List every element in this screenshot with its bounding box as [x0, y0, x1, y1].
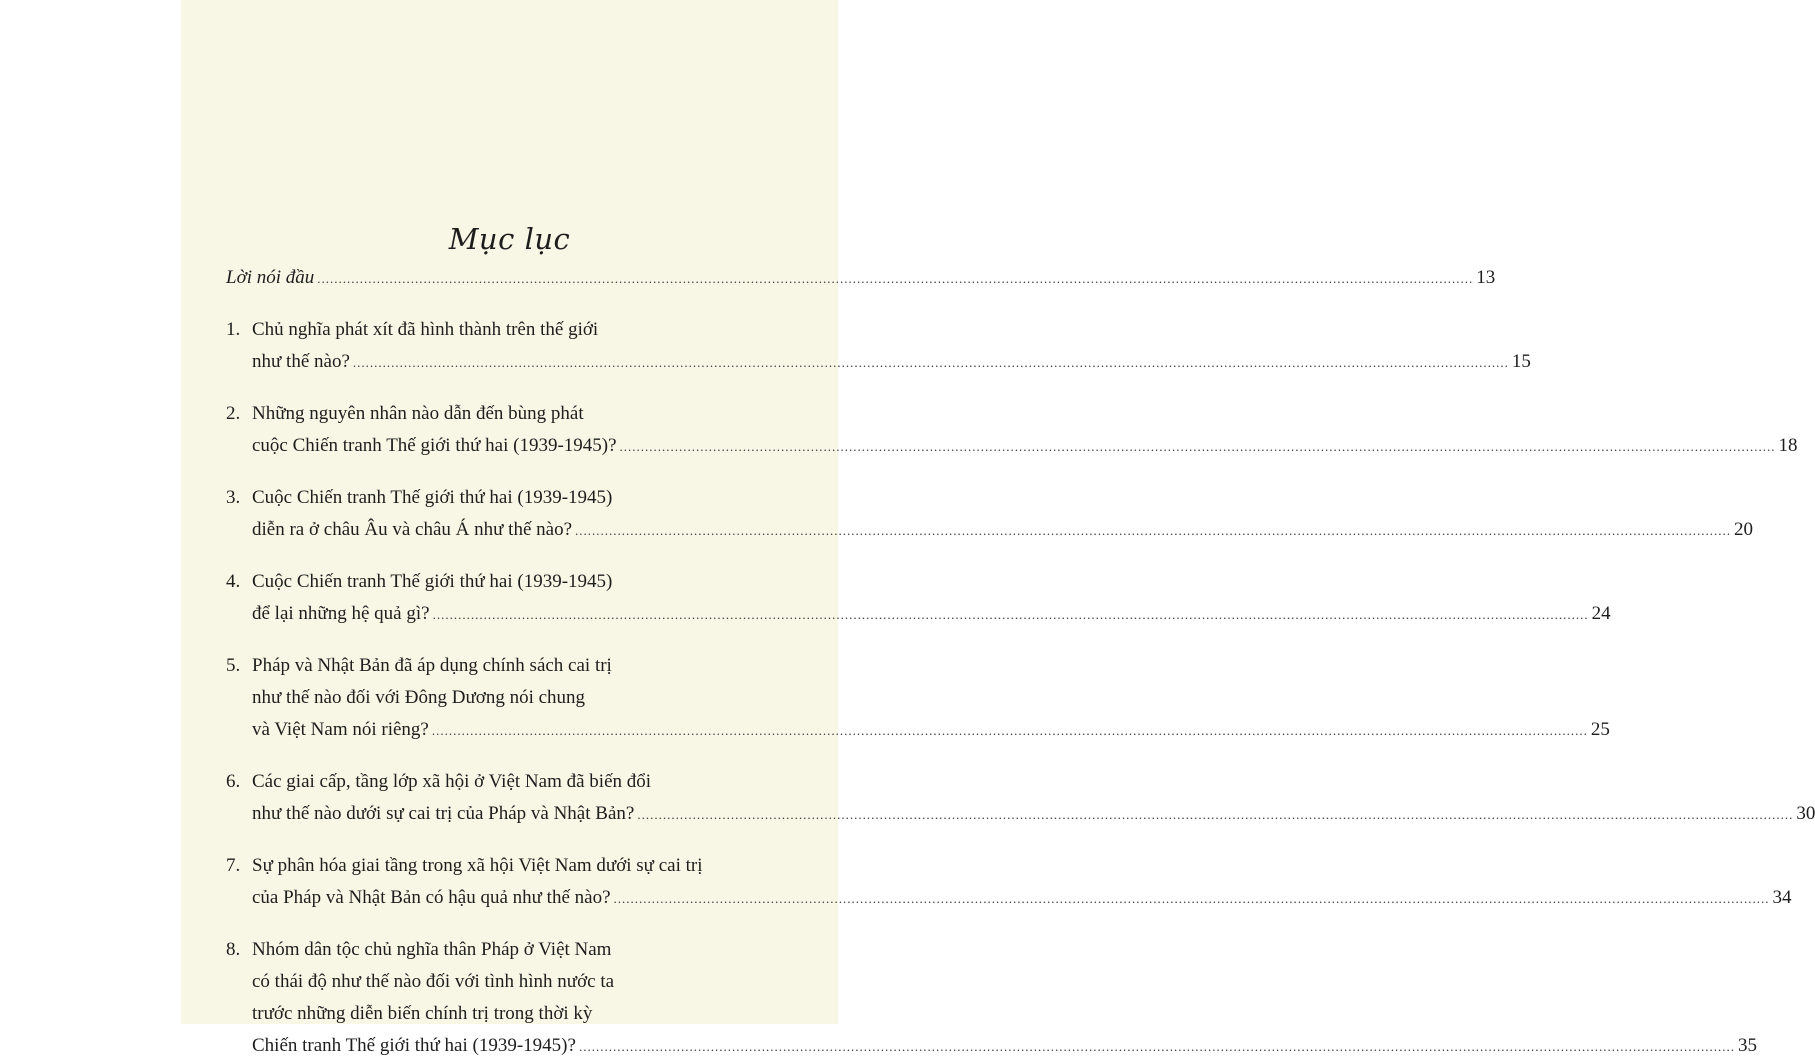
- toc-entry-text: có thái độ như thế nào đối với tình hình nước ta: [252, 971, 615, 992]
- toc-page-number: 30: [1796, 803, 1815, 824]
- toc-entry-number: 1.: [226, 319, 241, 340]
- toc-entry-number: 7.: [226, 855, 241, 876]
- toc-page-number: 15: [1511, 351, 1531, 372]
- toc-entry-text: Chiến tranh Thế giới thứ hai (1939-1945)?: [252, 1035, 576, 1056]
- toc-entry-text: Sự phân hóa giai tầng trong xã hội Việt Nam dưới sự cai trị: [252, 855, 703, 876]
- book-page: [181, 0, 1815, 1056]
- toc-entry-text: Nhóm dân tộc chủ nghĩa thân Pháp ở Việt Nam: [252, 939, 612, 960]
- toc-entry: [226, 650, 1610, 746]
- dot-leader: [620, 431, 1776, 463]
- toc-entry-number: 8.: [226, 939, 241, 960]
- table-of-contents: [226, 262, 1815, 1062]
- toc-entry-text: cuộc Chiến tranh Thế giới thứ hai (1939-1945)?: [252, 435, 617, 456]
- toc-entry-text: Các giai cấp, tầng lớp xã hội ở Việt Nam đã biến đổi: [252, 771, 652, 792]
- dot-leader: [432, 715, 1588, 747]
- toc-entry-text: Pháp và Nhật Bản đã áp dụng chính sách cai trị: [252, 655, 612, 676]
- toc-entry-number: 5.: [226, 655, 241, 676]
- dot-leader: [353, 347, 1509, 379]
- toc-entry-text: Cuộc Chiến tranh Thế giới thứ hai (1939-1945): [252, 571, 613, 592]
- toc-page-number: 18: [1778, 435, 1798, 456]
- toc-page-number: 25: [1590, 719, 1610, 740]
- dot-leader: [317, 263, 1473, 295]
- dot-leader: [614, 883, 1770, 915]
- toc-entry-text: và Việt Nam nói riêng?: [252, 719, 429, 740]
- toc-entry: [226, 482, 1754, 546]
- toc-entry-number: 2.: [226, 403, 241, 424]
- toc-entry-text: để lại những hệ quả gì?: [252, 603, 430, 624]
- toc-page-number: 24: [1591, 603, 1611, 624]
- toc-page-number: 34: [1772, 887, 1792, 908]
- toc-page-number: 20: [1734, 519, 1754, 540]
- toc-entry: [226, 850, 1792, 914]
- toc-entry: [226, 566, 1611, 630]
- toc-entry-text: trước những diễn biến chính trị trong thời kỳ: [252, 1003, 593, 1024]
- dot-leader: [575, 515, 1731, 547]
- toc-entry: [226, 314, 1531, 378]
- toc-entry-text: của Pháp và Nhật Bản có hậu quả như thế nào?: [252, 887, 611, 908]
- toc-entry-text: như thế nào đối với Đông Dương nói chung: [252, 687, 586, 708]
- toc-entry-text: như thế nào dưới sự cai trị của Pháp và Nhật Bản?: [252, 803, 635, 824]
- toc-entry-number: 3.: [226, 487, 241, 508]
- toc-page-number: 35: [1737, 1035, 1757, 1056]
- toc-entry: [226, 262, 1496, 294]
- page-title: Mục lục: [448, 222, 571, 256]
- toc-entry: [226, 934, 1757, 1062]
- toc-entry-text: Cuộc Chiến tranh Thế giới thứ hai (1939-1945): [252, 487, 613, 508]
- toc-entry-text: Lời nói đầu: [226, 267, 315, 288]
- dot-leader: [579, 1031, 1735, 1063]
- toc-entry-text: Chủ nghĩa phát xít đã hình thành trên thế giới: [252, 319, 599, 340]
- toc-entry-text: Những nguyên nhân nào dẫn đến bùng phát: [252, 403, 584, 424]
- dot-leader: [433, 599, 1589, 631]
- toc-entry-number: 6.: [226, 771, 241, 792]
- toc-entry-text: diễn ra ở châu Âu và châu Á như thế nào?: [252, 519, 573, 540]
- toc-entry-number: 4.: [226, 571, 241, 592]
- toc-entry: [226, 398, 1798, 462]
- toc-page-number: 13: [1476, 267, 1496, 288]
- toc-entry: [226, 766, 1815, 830]
- toc-entry-text: như thế nào?: [252, 351, 350, 372]
- dot-leader: [637, 799, 1793, 831]
